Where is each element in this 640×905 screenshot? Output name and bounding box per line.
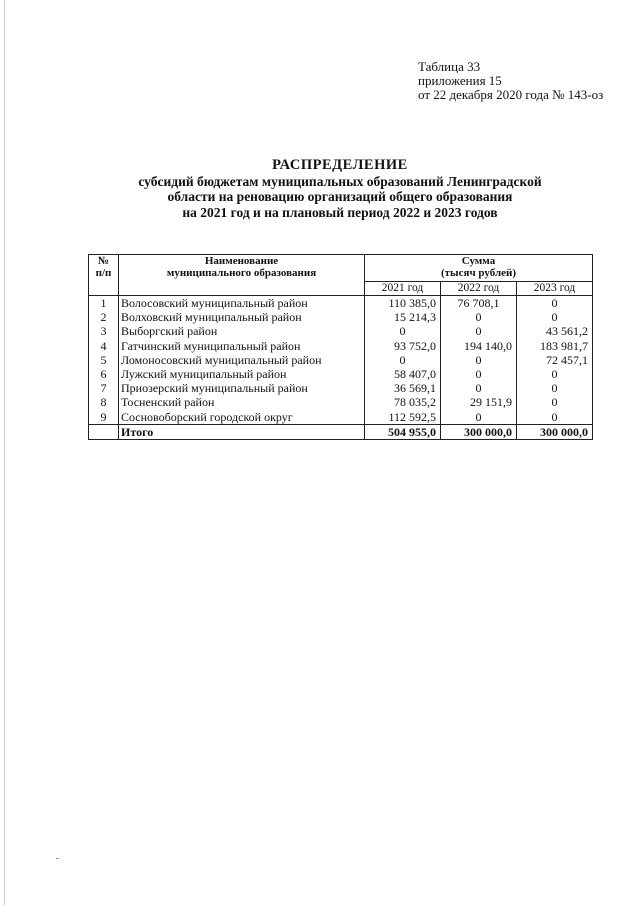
amount-2023: 0	[517, 381, 593, 395]
appendix-number: приложения 15	[418, 73, 502, 88]
municipality-name: Приозерский муниципальный район	[119, 381, 365, 395]
law-reference: от 22 декабря 2020 года № 143-оз	[418, 87, 604, 102]
row-number: 4	[89, 339, 119, 353]
title-main: РАСПРЕДЕЛЕНИЕ	[272, 157, 408, 173]
row-number: 3	[89, 324, 119, 338]
title-line-4: на 2021 год и на плановый период 2022 и 2023 годов	[182, 204, 498, 220]
amount-2023: 0	[517, 367, 593, 381]
col-header-year-2021: 2021 год	[365, 282, 441, 296]
table-row	[89, 410, 593, 425]
amount-2023: 0	[517, 310, 593, 324]
table-reference	[418, 60, 603, 102]
amount-2023: 0	[517, 395, 593, 409]
municipality-name: Волховский муниципальный район	[119, 310, 365, 324]
municipality-name: Тосненский район	[119, 395, 365, 409]
row-number: 9	[89, 410, 119, 425]
row-number: 6	[89, 367, 119, 381]
municipality-name: Гатчинский муниципальный район	[119, 339, 365, 353]
col-header-year-2022: 2022 год	[441, 282, 517, 296]
title-line-2: субсидий бюджетам муниципальных образований Ленинградской	[138, 173, 542, 189]
row-number: 1	[89, 296, 119, 311]
table-number: Таблица 33	[418, 59, 481, 74]
amount-2022: 0	[441, 410, 517, 425]
row-number: 7	[89, 381, 119, 395]
municipality-name: Сосновоборский городской округ	[119, 410, 365, 425]
amount-2023: 0	[517, 410, 593, 425]
amount-2023: 43 561,2	[517, 324, 593, 338]
row-number: 8	[89, 395, 119, 409]
amount-2021: 15 214,3	[365, 310, 441, 324]
amount-2022: 29 151,9	[441, 395, 517, 409]
municipality-name: Волосовский муниципальный район	[119, 296, 365, 311]
table-row	[89, 353, 593, 367]
table-row	[89, 339, 593, 353]
col-header-year-2023: 2023 год	[517, 282, 593, 296]
col-header-name: Наименование муниципального образования	[119, 255, 365, 296]
amount-2022: 0	[441, 353, 517, 367]
total-2023: 300 000,0	[517, 424, 593, 439]
amount-2022: 0	[441, 324, 517, 338]
amount-2021: 0	[365, 353, 441, 367]
row-number: 2	[89, 310, 119, 324]
amount-2023: 72 457,1	[517, 353, 593, 367]
amount-2021: 112 592,5	[365, 410, 441, 425]
amount-2022: 0	[441, 367, 517, 381]
municipality-name: Лужский муниципальный район	[119, 367, 365, 381]
amount-2021: 58 407,0	[365, 367, 441, 381]
amount-2021: 93 752,0	[365, 339, 441, 353]
amount-2022: 76 708,1	[441, 296, 517, 311]
col-header-sum: Сумма (тысяч рублей)	[365, 255, 593, 282]
table-row	[89, 296, 593, 311]
document-title	[60, 158, 620, 220]
amount-2022: 0	[441, 381, 517, 395]
municipality-name: Выборгский район	[119, 324, 365, 338]
municipality-name: Ломоносовский муниципальный район	[119, 353, 365, 367]
total-label: Итого	[119, 424, 365, 439]
total-row	[89, 424, 593, 439]
subsidy-table	[88, 254, 593, 440]
table-row	[89, 395, 593, 409]
amount-2022: 194 140,0	[441, 339, 517, 353]
table-row	[89, 367, 593, 381]
amount-2021: 78 035,2	[365, 395, 441, 409]
amount-2022: 0	[441, 310, 517, 324]
scan-mark	[56, 858, 59, 859]
amount-2023: 0	[517, 296, 593, 311]
amount-2023: 183 981,7	[517, 339, 593, 353]
row-number: 5	[89, 353, 119, 367]
amount-2021: 110 385,0	[365, 296, 441, 311]
col-header-number: № п/п	[89, 255, 119, 296]
table-row	[89, 324, 593, 338]
table-row	[89, 381, 593, 395]
total-2022: 300 000,0	[441, 424, 517, 439]
amount-2021: 0	[365, 324, 441, 338]
amount-2021: 36 569,1	[365, 381, 441, 395]
total-empty-cell	[89, 424, 119, 439]
total-2021: 504 955,0	[365, 424, 441, 439]
title-line-3: области на реновацию организаций общего образования	[167, 189, 513, 204]
table-row	[89, 310, 593, 324]
